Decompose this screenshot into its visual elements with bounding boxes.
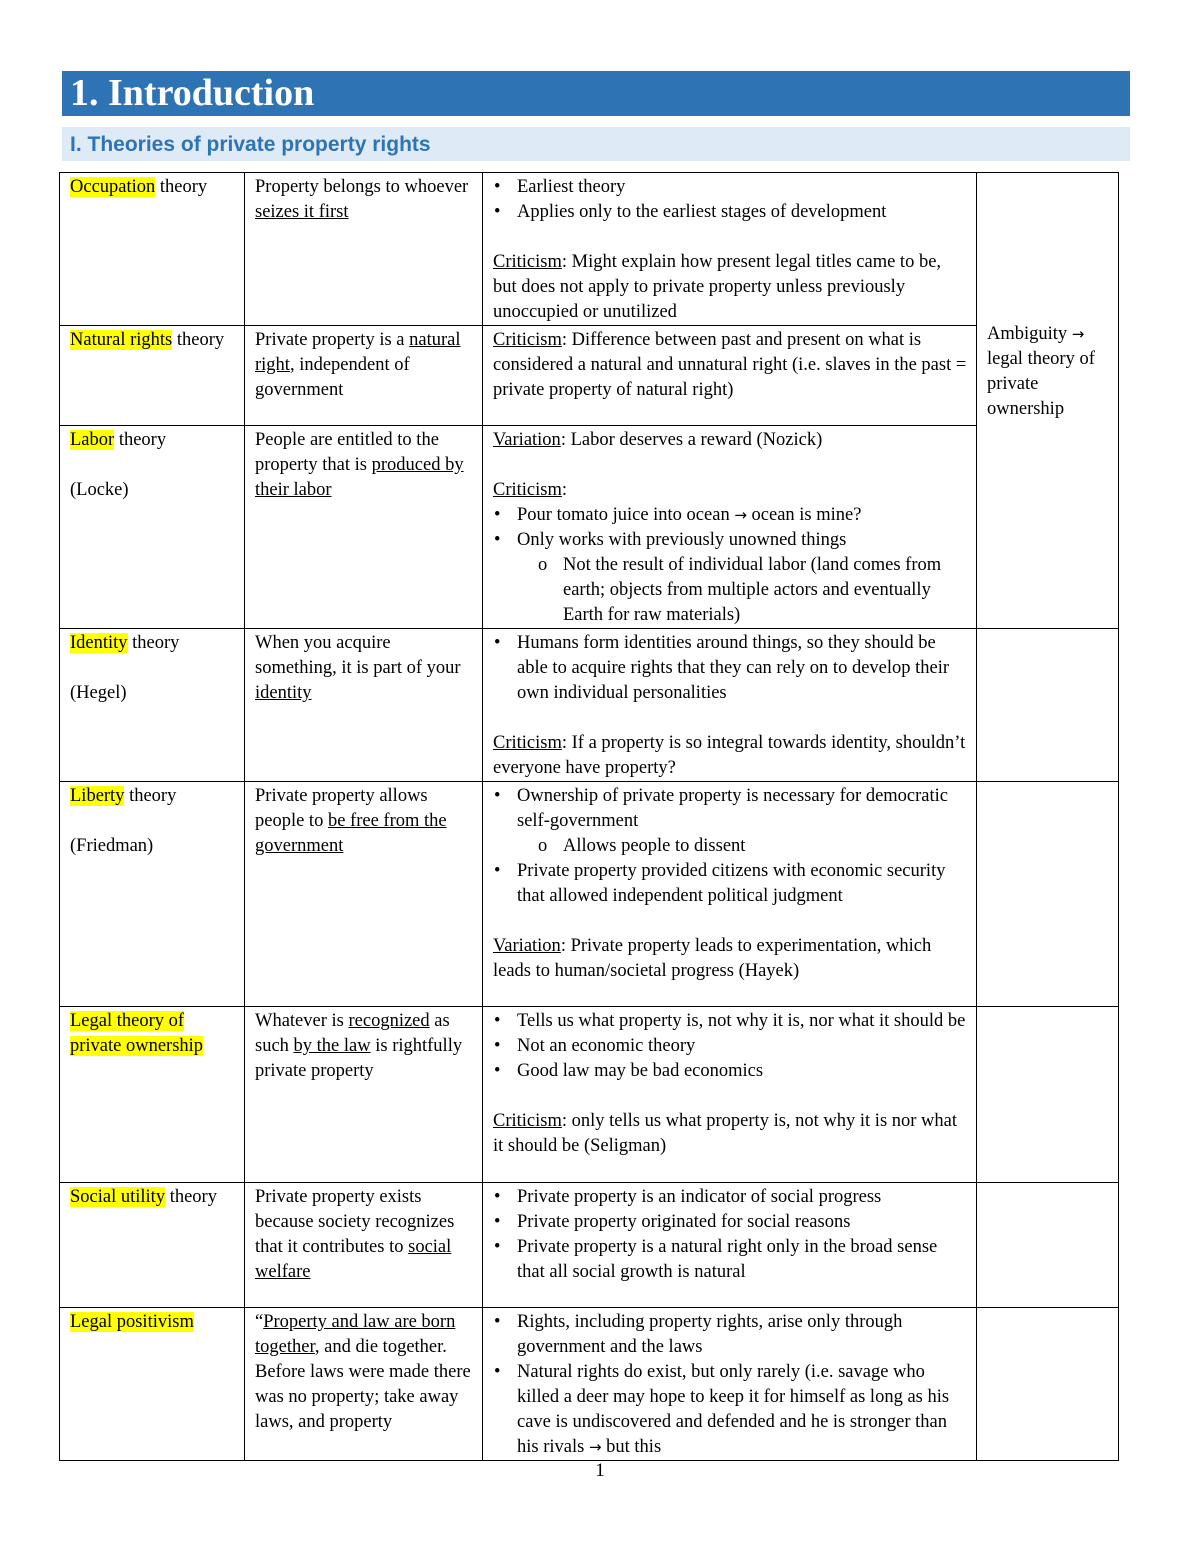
text-run: : If a property is so integral towards identity, shouldn’t everyone have property? bbox=[493, 733, 966, 778]
theory-definition-cell bbox=[245, 173, 483, 326]
theory-definition-cell bbox=[245, 1007, 483, 1183]
theory-name bbox=[70, 175, 236, 200]
bullet-item bbox=[493, 859, 968, 909]
text-run: When you acquire something, it is part of your bbox=[255, 633, 461, 678]
theory-name bbox=[70, 1310, 236, 1335]
empty-notes-cell bbox=[977, 1183, 1119, 1308]
bullet-item bbox=[493, 1210, 968, 1235]
highlighted-text: Social utility bbox=[70, 1187, 166, 1207]
theory-name bbox=[70, 784, 236, 809]
details-paragraph bbox=[493, 328, 968, 403]
theory-name bbox=[70, 1009, 236, 1059]
bullet-text: Humans form identities around things, so they should be able to acquire rights that they can rely on to develop their own individual personalities bbox=[517, 633, 950, 703]
text-run: , independent of government bbox=[255, 355, 410, 400]
highlighted-text: Legal theory of private ownership bbox=[70, 1011, 204, 1056]
theory-definition-cell bbox=[245, 782, 483, 1007]
theory-row bbox=[60, 1007, 1119, 1183]
details-paragraph bbox=[493, 478, 968, 503]
bullet-item bbox=[493, 1034, 968, 1059]
theory-definition-cell bbox=[245, 629, 483, 782]
theory-definition-cell bbox=[245, 1183, 483, 1308]
bullet-item bbox=[493, 1009, 968, 1034]
theory-name-cell bbox=[60, 1183, 245, 1308]
details-paragraph bbox=[493, 1109, 968, 1159]
ambiguity-note-cell bbox=[977, 173, 1119, 629]
bullet-list bbox=[493, 1185, 968, 1285]
bullet-list bbox=[493, 1310, 968, 1460]
bullet-text: Not an economic theory bbox=[517, 1036, 696, 1056]
bullet-list bbox=[493, 1009, 968, 1084]
theory-details-cell bbox=[483, 1308, 977, 1461]
empty-notes-cell bbox=[977, 782, 1119, 1007]
theory-details-cell bbox=[483, 426, 977, 629]
theory-name-cell bbox=[60, 426, 245, 629]
highlighted-text: Occupation bbox=[70, 177, 156, 197]
theory-author: (Friedman) bbox=[70, 836, 154, 856]
theory-definition-cell bbox=[245, 326, 483, 426]
highlighted-text: Identity bbox=[70, 633, 128, 653]
arrow-icon: → bbox=[734, 506, 747, 524]
text-run: Private property exists because society recognizes that it contributes to bbox=[255, 1187, 455, 1257]
theory-row bbox=[60, 782, 1119, 1007]
sub-bullet-text: Not the result of individual labor (land comes from earth; objects from multiple actors and eventually Earth for raw materials) bbox=[563, 555, 942, 625]
details-paragraph bbox=[493, 428, 968, 453]
text-run: theory bbox=[165, 1187, 217, 1207]
underlined-text: produced by their labor bbox=[255, 455, 464, 500]
text-run: , and die together. Before laws were made there was no property; take away laws, and property bbox=[255, 1337, 471, 1432]
bullet-text: Rights, including property rights, arise only through government and the laws bbox=[517, 1312, 903, 1357]
theory-definition-cell bbox=[245, 1308, 483, 1461]
details-paragraph bbox=[493, 934, 968, 984]
bullet-text: Pour tomato juice into ocean → ocean is mine? bbox=[517, 505, 862, 525]
arrow-icon: → bbox=[1071, 324, 1085, 343]
details-paragraph bbox=[493, 731, 968, 781]
theory-definition-cell bbox=[245, 426, 483, 629]
theory-details-cell bbox=[483, 629, 977, 782]
bullet-item bbox=[493, 1185, 968, 1210]
bullet-list bbox=[493, 859, 968, 909]
theory-row bbox=[60, 326, 1119, 426]
sub-bullet-list bbox=[493, 834, 968, 859]
text-run: Property belongs to whoever bbox=[255, 177, 469, 197]
theory-details-cell bbox=[483, 782, 977, 1007]
sub-bullet-list bbox=[493, 553, 968, 628]
sub-bullet-text: Allows people to dissent bbox=[563, 836, 746, 856]
underlined-text: Property and law are born together bbox=[255, 1312, 456, 1357]
text-run: Private property is a bbox=[255, 330, 410, 350]
theories-table-body bbox=[60, 173, 1119, 1461]
underlined-text: social welfare bbox=[255, 1237, 452, 1282]
text-run: “ bbox=[255, 1312, 264, 1332]
bullet-item bbox=[493, 503, 968, 528]
bullet-item bbox=[493, 1360, 968, 1460]
theory-name-cell bbox=[60, 1308, 245, 1461]
theory-name-cell bbox=[60, 629, 245, 782]
underlined-text: Variation bbox=[493, 936, 561, 956]
theory-name bbox=[70, 631, 236, 656]
underlined-text: be free from the government bbox=[255, 811, 447, 856]
bullet-list bbox=[493, 631, 968, 706]
text-run: is rightfully private property bbox=[255, 1036, 463, 1081]
bullet-list bbox=[493, 175, 968, 225]
text-run: theory bbox=[124, 786, 177, 806]
empty-notes-cell bbox=[977, 1308, 1119, 1461]
details-paragraph bbox=[493, 250, 968, 325]
heading-theories: I. Theories of private property rights bbox=[62, 127, 1130, 161]
bullet-text: Private property is an indicator of social progress bbox=[517, 1187, 882, 1207]
underlined-text: recognized bbox=[348, 1011, 430, 1031]
text-run: theory bbox=[172, 330, 225, 350]
underlined-text: Criticism bbox=[493, 480, 562, 500]
ambiguity-note: Ambiguity → legal theory of private ownership bbox=[987, 323, 1095, 419]
text-run: People are entitled to the property that is bbox=[255, 430, 439, 475]
text-run: Private property allows people to bbox=[255, 786, 428, 831]
highlighted-text: Liberty bbox=[70, 786, 125, 806]
underlined-text: Criticism bbox=[493, 252, 562, 272]
highlighted-text: Labor bbox=[70, 430, 115, 450]
theory-name bbox=[70, 428, 236, 453]
empty-notes-cell bbox=[977, 1007, 1119, 1183]
bullet-text: Good law may be bad economics bbox=[517, 1061, 764, 1081]
underlined-text: natural right bbox=[255, 330, 461, 375]
sub-bullet-item bbox=[493, 834, 968, 859]
underlined-text: seizes it first bbox=[255, 202, 349, 222]
text-run: : Labor deserves a reward (Nozick) bbox=[560, 430, 823, 450]
bullet-item bbox=[493, 200, 968, 225]
bullet-text: Applies only to the earliest stages of development bbox=[517, 202, 887, 222]
highlighted-text: Legal positivism bbox=[70, 1312, 194, 1332]
bullet-list bbox=[493, 503, 968, 553]
bullet-item bbox=[493, 1059, 968, 1084]
underlined-text: Criticism bbox=[493, 733, 562, 753]
sub-bullet-item bbox=[493, 553, 968, 628]
theory-row bbox=[60, 1308, 1119, 1461]
theory-name-cell bbox=[60, 782, 245, 1007]
bullet-text: Ownership of private property is necessary for democratic self-government bbox=[517, 786, 948, 831]
theory-name bbox=[70, 328, 236, 353]
bullet-text: Private property originated for social reasons bbox=[517, 1212, 851, 1232]
theory-name-cell bbox=[60, 173, 245, 326]
bullet-text: Natural rights do exist, but only rarely (i.e. savage who killed a deer may hope to keep it for himself as long as his cave is undiscovered and defended and he is stronger than his rivals → but this bbox=[517, 1362, 950, 1457]
page-number: 1 bbox=[595, 1460, 605, 1481]
theory-name bbox=[70, 1185, 236, 1210]
arrow-icon: → bbox=[588, 1438, 602, 1456]
theory-row bbox=[60, 426, 1119, 629]
underlined-text: Criticism bbox=[493, 1111, 562, 1131]
theory-details-cell bbox=[483, 1183, 977, 1308]
highlighted-text: Natural rights bbox=[70, 330, 173, 350]
bullet-text: Private property provided citizens with economic security that allowed independent political judgment bbox=[517, 861, 946, 906]
bullet-item bbox=[493, 528, 968, 553]
theory-author: (Locke) bbox=[70, 480, 129, 500]
text-run: : only tells us what property is, not why it is nor what it should be (Seligman) bbox=[493, 1111, 958, 1156]
theory-name-cell bbox=[60, 1007, 245, 1183]
bullet-item bbox=[493, 175, 968, 200]
bullet-text: Earliest theory bbox=[517, 177, 626, 197]
bullet-item bbox=[493, 784, 968, 834]
bullet-item bbox=[493, 631, 968, 706]
text-run: theory bbox=[114, 430, 167, 450]
text-run: theory bbox=[155, 177, 208, 197]
text-run: : Might explain how present legal titles came to be, but does not apply to private property unless previously unoccupied or unutilized bbox=[493, 252, 942, 322]
theory-details-cell bbox=[483, 1007, 977, 1183]
theory-details-cell bbox=[483, 173, 977, 326]
text-run: : Private property leads to experimentation, which leads to human/societal progress (Hayek) bbox=[493, 936, 932, 981]
theory-name-cell bbox=[60, 326, 245, 426]
bullet-list bbox=[493, 784, 968, 834]
theories-table bbox=[59, 172, 1119, 1461]
text-run: : Difference between past and present on what is considered a natural and unnatural right (i.e. slaves in the past = private property of natural right) bbox=[493, 330, 967, 400]
underlined-text: Criticism bbox=[493, 330, 562, 350]
text-run: theory bbox=[127, 633, 180, 653]
text-run: : bbox=[561, 480, 568, 500]
bullet-text: Only works with previously unowned things bbox=[517, 530, 847, 550]
bullet-text: Private property is a natural right only in the broad sense that all social growth is natural bbox=[517, 1237, 938, 1282]
underlined-text: identity bbox=[255, 683, 312, 703]
bullet-item bbox=[493, 1235, 968, 1285]
theory-row bbox=[60, 629, 1119, 782]
bullet-item bbox=[493, 1310, 968, 1360]
theory-row bbox=[60, 173, 1119, 326]
empty-notes-cell bbox=[977, 629, 1119, 782]
theory-row bbox=[60, 1183, 1119, 1308]
bullet-text: Tells us what property is, not why it is, nor what it should be bbox=[517, 1011, 966, 1031]
underlined-text: by the law bbox=[293, 1036, 371, 1056]
theory-author: (Hegel) bbox=[70, 683, 127, 703]
theory-details-cell bbox=[483, 326, 977, 426]
underlined-text: Variation bbox=[493, 430, 561, 450]
text-run: as such bbox=[255, 1011, 450, 1056]
text-run: Whatever is bbox=[255, 1011, 349, 1031]
heading-introduction: 1. Introduction bbox=[62, 71, 1130, 116]
